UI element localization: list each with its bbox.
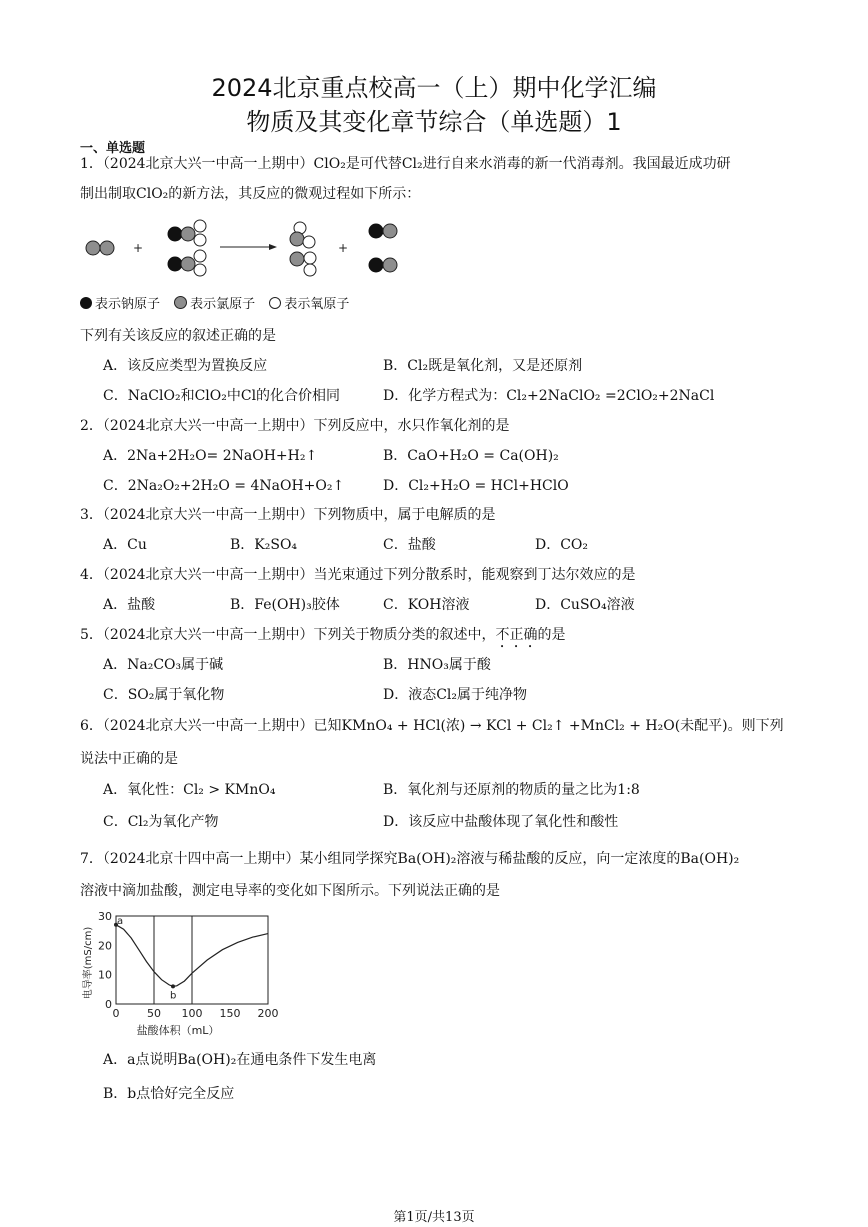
reaction-arrow [220,244,277,250]
q4-option-d: D．CuSO₄溶液 [535,597,635,613]
q7-stem-line2: 溶液中滴加盐酸，测定电导率的变化如下图所示。下列说法正确的是 [80,883,500,899]
q7-option-b: B．b点恰好完全反应 [103,1086,235,1102]
nacl-molecule-2 [369,258,397,272]
clo2-molecule-2 [290,252,316,276]
q4-option-a: A．盐酸 [103,597,156,613]
chart-y-axis-label: 电导率(mS/cm) [83,926,94,1000]
q4-option-b: B．Fe(OH)₃胶体 [230,597,340,613]
q5-option-b: B．HNO₃属于酸 [383,657,491,673]
q5-stem-start: 5．（2024北京大兴一中高一上期中）下列关于物质分类的叙述中， [80,627,496,643]
q5-option-d: D．液态Cl₂属于纯净物 [383,687,528,703]
q6-stem-line1: 6．（2024北京大兴一中高一上期中）已知KMnO₄ + HCl(浓) → KCl + Cl₂↑ +MnCl₂ + H₂O(未配平)。则下列 [80,718,784,734]
q6-option-d: D．该反应中盐酸体现了氧化性和酸性 [383,814,619,830]
q2-option-d: D．Cl₂+H₂O = HCl+HClO [383,478,569,494]
section-heading: 一、单选题 [80,141,146,156]
q3-stem: 3．（2024北京大兴一中高一上期中）下列物质中，属于电解质的是 [80,507,496,523]
plus-sign-2: + [338,241,349,255]
chart-point-label-a: a [117,915,124,927]
q7-stem-line1: 7．（2024北京十四中高一上期中）某小组同学探究Ba(OH)₂溶液与稀盐酸的反应，向一定浓度的Ba(OH)₂ [80,851,740,867]
chart-plot-area [98,910,278,1020]
q1-stem-line1: 1．（2024北京大兴一中高一上期中）ClO₂是可代替Cl₂进行自来水消毒的新一代消毒剂。我国最近成功研 [80,156,731,172]
q1-option-a: A．该反应类型为置换反应 [103,358,268,374]
q7-option-a: A．a点说明Ba(OH)₂在通电条件下发生电离 [103,1052,377,1068]
q1-prompt: 下列有关该反应的叙述正确的是 [80,328,276,344]
q2-option-b: B．CaO+H₂O = Ca(OH)₂ [383,448,559,464]
chart-y-tick-label: 10 [98,968,112,982]
q2-option-c: C．2Na₂O₂+2H₂O = 4NaOH+O₂↑ [103,478,345,494]
naclo2-molecule-1 [168,220,206,246]
reaction-diagram [80,212,420,282]
clo2-molecule-1 [290,222,315,248]
chart-point-b [171,984,175,988]
chart-x-tick-label: 150 [219,1007,241,1020]
document-title: 2024北京重点校高一（上）期中化学汇编 [211,74,657,102]
q6-option-a: A．氧化性：Cl₂ > KMnO₄ [103,782,276,798]
sodium-atom-icon [80,297,92,309]
conductivity-chart [78,908,278,1038]
q5-stem [80,626,566,651]
q1-option-c: C．NaClO₂和ClO₂中Cl的化合价相同 [103,388,341,404]
atom-legend [80,296,349,314]
q5-stem-end: 的是 [537,627,566,643]
chart-y-tick-label: 20 [98,939,112,953]
q5-option-a: A．Na₂CO₃属于碱 [103,657,224,673]
legend-sodium-label: 表示钠原子 [95,297,161,312]
document-subtitle: 物质及其变化章节综合（单选题）1 [246,108,622,136]
q3-option-c: C．盐酸 [383,537,436,553]
q5-option-c: C．SO₂属于氧化物 [103,687,225,703]
chart-y-tick-label: 0 [105,998,112,1011]
q2-option-a: A．2Na+2H₂O= 2NaOH+H₂↑ [103,448,318,464]
cl2-molecule-left [86,241,114,255]
q6-option-c: C．Cl₂为氧化产物 [103,814,219,830]
chart-x-tick-label: 0 [112,1007,120,1020]
q3-option-d: D．CO₂ [535,537,589,553]
q5-emphasis: 不正确 [495,627,538,643]
chart-x-tick-label: 200 [257,1007,278,1020]
chart-x-axis-label: 盐酸体积（mL） [136,1024,220,1037]
chart-x-tick-label: 50 [147,1007,161,1020]
q4-option-c: C．KOH溶液 [383,597,470,613]
chart-point-label-b: b [170,990,177,1002]
q4-stem: 4．（2024北京大兴一中高一上期中）当光束通过下列分散系时，能观察到丁达尔效应的是 [80,567,636,583]
q1-option-b: B．Cl₂既是氧化剂，又是还原剂 [383,358,583,374]
q6-option-b: B．氧化剂与还原剂的物质的量之比为1:8 [383,782,640,798]
q1-stem-line2: 制出制取ClO₂的新方法，其反应的微观过程如下所示： [80,186,421,202]
chart-y-tick-label: 30 [98,910,112,923]
oxygen-atom-icon [269,297,281,309]
nacl-molecule-1 [369,224,397,238]
plus-sign-1: + [133,241,144,255]
q3-option-b: B．K₂SO₄ [230,537,298,553]
page-footer: 第1页/共13页 [393,1210,475,1225]
chart-x-tick-label: 100 [181,1007,203,1020]
naclo2-molecule-2 [168,250,206,276]
chlorine-atom-icon [174,296,187,309]
legend-chlorine-label: 表示氯原子 [190,297,256,312]
q3-option-a: A．Cu [103,537,147,553]
q6-stem-line2: 说法中正确的是 [80,751,178,767]
legend-oxygen-label: 表示氧原子 [284,297,350,312]
q2-stem: 2．（2024北京大兴一中高一上期中）下列反应中，水只作氧化剂的是 [80,418,510,434]
q1-option-d: D．化学方程式为：Cl₂+2NaClO₂ =2ClO₂+2NaCl [383,388,715,404]
